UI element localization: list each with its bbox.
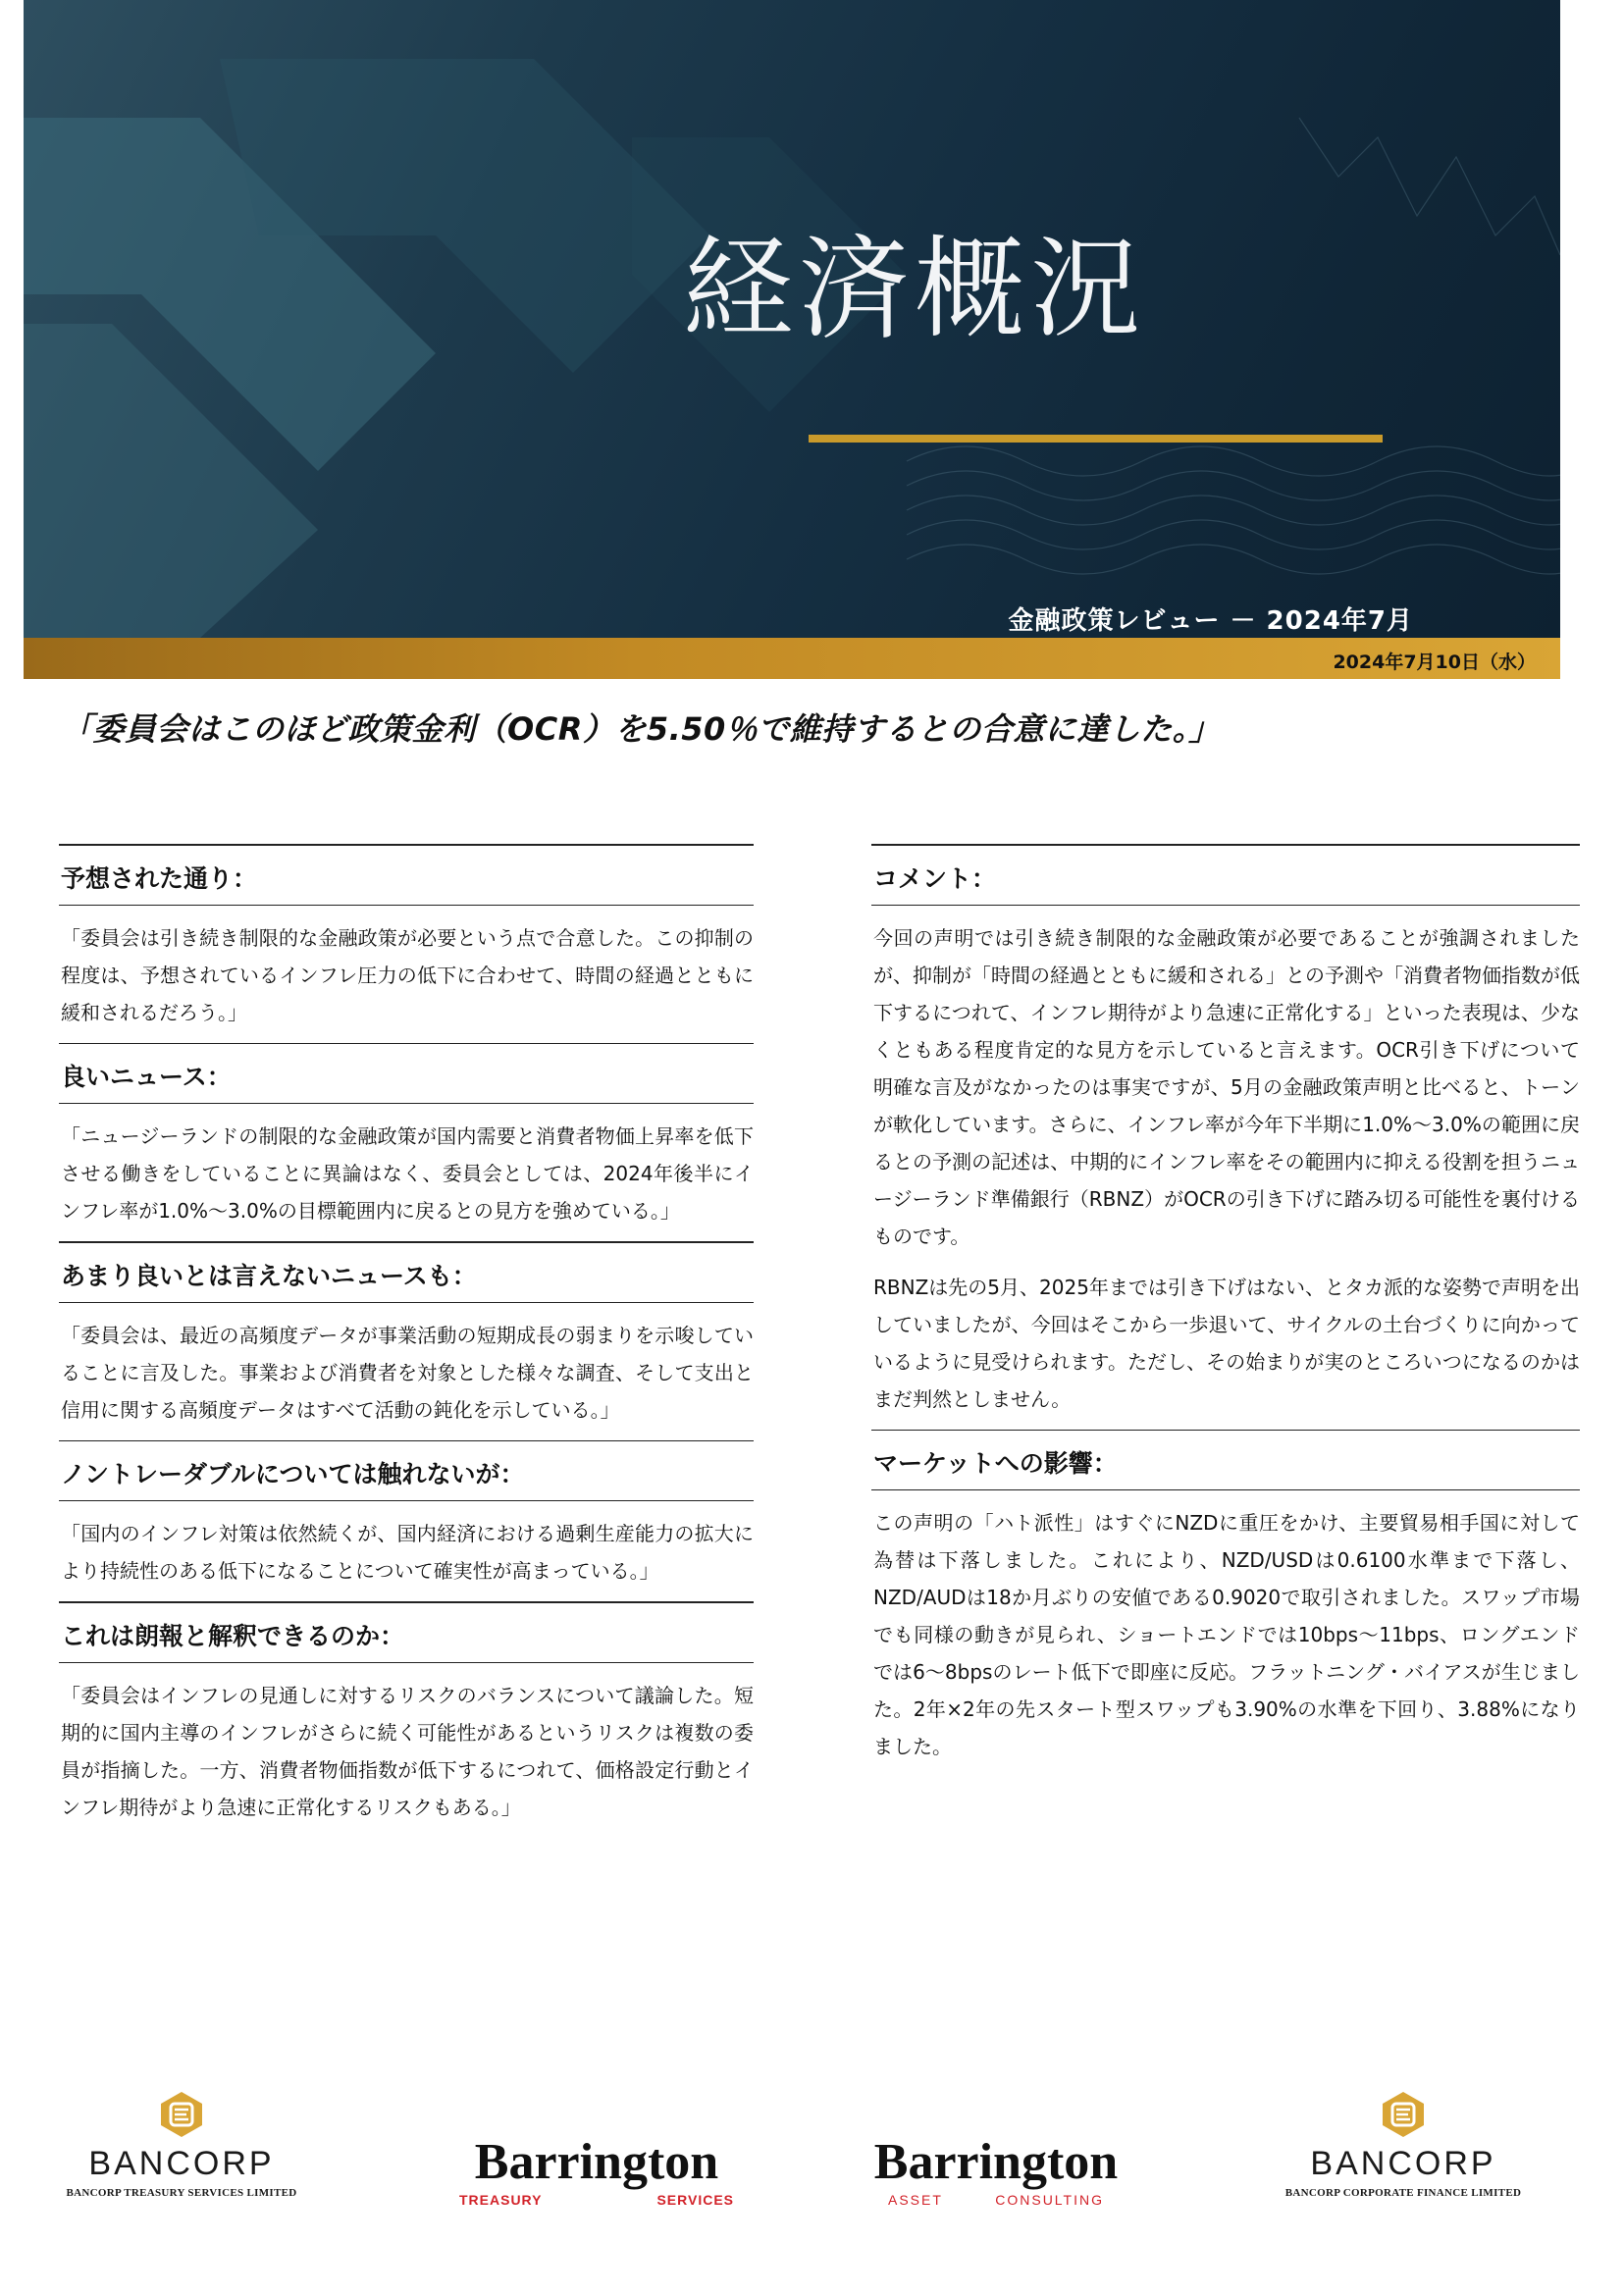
section-market-impact bbox=[871, 1430, 1580, 1778]
page-title: 経済概況 bbox=[683, 226, 1146, 353]
section-heading: 予想された通り： bbox=[59, 846, 754, 906]
section-heading: ノントレーダブルについては触れないが： bbox=[59, 1441, 754, 1501]
bancorp-wordmark: BANCORP bbox=[88, 2145, 275, 2182]
section-body: 「国内のインフレ対策は依然続くが、国内経済における過剰生産能力の拡大により持続性のある低下になることについて確実性が高まっている。」 bbox=[61, 1522, 754, 1583]
section-non-tradables bbox=[59, 1440, 754, 1602]
barrington-sub-word: SERVICES bbox=[656, 2192, 734, 2208]
barrington-subtitle bbox=[459, 2192, 734, 2208]
barrington-sub-word: ASSET bbox=[888, 2192, 943, 2208]
barrington-treasury-logo bbox=[459, 2134, 734, 2208]
section-not-so-good-news bbox=[59, 1241, 754, 1440]
section-heading: コメント： bbox=[871, 846, 1580, 906]
comment-paragraph-2: RBNZは先の5月、2025年までは引き下げはない、とタカ派的な姿勢で声明を出していましたが、今回はそこから一歩退いて、サイクルの土台づくりに向かっているように見受けられます。ただし、その始まりが実のところいつになるのかはまだ判然としません。 bbox=[873, 1275, 1580, 1411]
bancorp-emblem-icon bbox=[1381, 2090, 1426, 2139]
section-as-expected bbox=[59, 844, 754, 1043]
section-body: 「委員会は、最近の高頻度データが事業活動の短期成長の弱まりを示唆していることに言及した。事業および消費者を対象とした様々な調査、そして支出と信用に関する高頻度データはすべて活動の鈍化を示している。」 bbox=[61, 1323, 754, 1422]
section-body: 「委員会は引き続き制限的な金融政策が必要という点で合意した。この抑制の程度は、予想されているインフレ圧力の低下に合わせて、時間の経過とともに緩和されるだろう。」 bbox=[61, 925, 754, 1024]
comment-paragraph-1: 今回の声明では引き続き制限的な金融政策が必要であることが強調されましたが、抑制が「時間の経過とともに緩和される」との予測や「消費者物価指数が低下するにつれて、インフレ期待がより急速に正常化する」といった表現は、少なくともある程度肯定的な見方を示していると言えます。OCR引き下げについて明確な言及がなかったのは事実ですが、5月の金融政策声明と比べると、トーンが軟化しています。さらに、インフレ率が今年下半期に1.0%～3.0%の範囲に戻るとの予測の記述は、中期的にインフレ率をその範囲内に抑える役割を担うニュージーランド準備銀行（RBNZ）がOCRの引き下げに踏み切る可能性を裏付けるものです。 bbox=[873, 925, 1580, 1248]
bancorp-wordmark: BANCORP bbox=[1310, 2145, 1496, 2182]
section-body: 「委員会はインフレの見通しに対するリスクのバランスについて議論した。短期的に国内主導のインフレがさらに続く可能性があるというリスクは複数の委員が指摘した。一方、消費者物価指数が低下するにつれて、価格設定行動とインフレ期待がより急速に正常化するリスクもある。」 bbox=[61, 1683, 754, 1819]
section-good-news bbox=[59, 1043, 754, 1242]
section-body bbox=[871, 906, 1580, 1430]
barrington-subtitle bbox=[859, 2192, 1133, 2208]
barrington-sub-word: TREASURY bbox=[459, 2192, 543, 2208]
section-body: 「ニュージーランドの制限的な金融政策が国内需要と消費者物価上昇率を低下させる働きをしていることに異論はなく、委員会としては、2024年後半にインフレ率が1.0%～3.0%の目標範囲内に戻るとの見方を強めている。」 bbox=[61, 1124, 754, 1223]
footer-logos bbox=[0, 2070, 1624, 2217]
report-subtitle: 金融政策レビュー － 2024年7月 bbox=[1008, 606, 1413, 636]
barrington-wordmark: Barrington bbox=[474, 2134, 719, 2190]
bancorp-corporate-logo bbox=[1276, 2090, 1531, 2199]
bancorp-subtitle: BANCORP TREASURY SERVICES LIMITED bbox=[66, 2187, 297, 2199]
left-column bbox=[59, 844, 754, 1838]
section-heading: マーケットへの影響： bbox=[871, 1431, 1580, 1490]
section-body: この声明の「ハト派性」はすぐにNZDに重圧をかけ、主要貿易相手国に対して為替は下落しました。これにより、NZD/USDは0.6100水準まで下落し、NZD/AUDは18か月ぶりの安値である0.9020で取引されました。スワップ市場でも同様の動きが見られ、ショートエンドでは10bps～11bps、ロングエンドでは6～8bpsのレート低下で即座に反応。フラットニング・バイアスが生じました。2年×2年の先スタート型スワップも3.90%の水準を下回り、3.88%になりました。 bbox=[873, 1511, 1580, 1758]
publication-date: 2024年7月10日（水） bbox=[1333, 652, 1536, 673]
title-underline bbox=[809, 435, 1383, 443]
barrington-wordmark: Barrington bbox=[873, 2134, 1119, 2190]
right-column bbox=[871, 844, 1580, 1777]
bancorp-treasury-logo bbox=[59, 2090, 304, 2199]
bancorp-emblem-icon bbox=[159, 2090, 204, 2139]
section-good-sign bbox=[59, 1601, 754, 1838]
section-heading: あまり良いとは言えないニュースも： bbox=[59, 1243, 754, 1303]
barrington-sub-word: CONSULTING bbox=[995, 2192, 1104, 2208]
section-heading: 良いニュース： bbox=[59, 1044, 754, 1104]
headline-quote: 「委員会はこのほど政策金利（OCR）を5.50％で維持するとの合意に達した。」 bbox=[61, 710, 1221, 748]
gold-divider-strip bbox=[24, 638, 1560, 679]
section-heading: これは朗報と解釈できるのか： bbox=[59, 1603, 754, 1663]
header-banner bbox=[24, 0, 1560, 638]
barrington-asset-logo bbox=[859, 2134, 1133, 2208]
section-comment bbox=[871, 844, 1580, 1430]
bancorp-subtitle: BANCORP CORPORATE FINANCE LIMITED bbox=[1284, 2187, 1522, 2199]
